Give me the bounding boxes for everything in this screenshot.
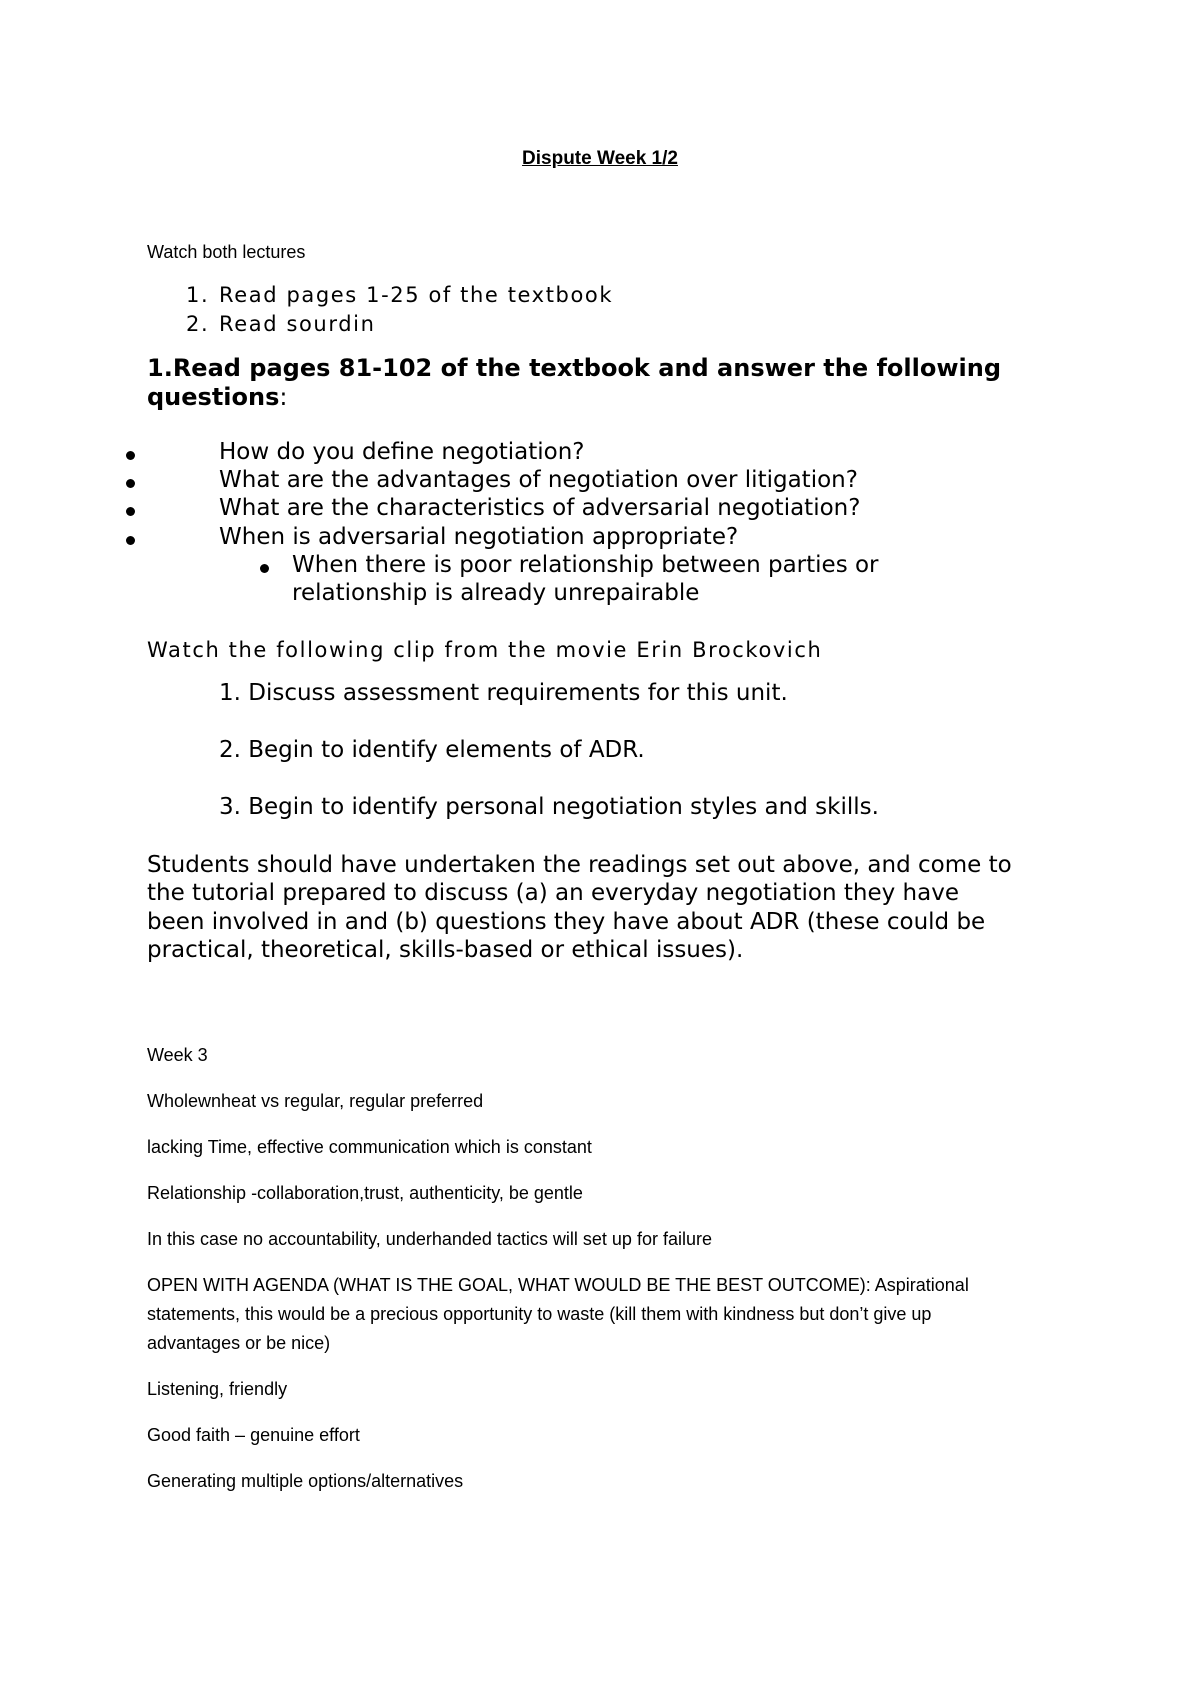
students-paragraph-line: practical, theoretical, skills-based or ethical issues). — [147, 937, 744, 963]
week3-note: Listening, friendly — [147, 1379, 288, 1399]
clip-heading: Watch the following clip from the movie Erin Brockovich — [147, 638, 823, 662]
question-heading-colon: : — [279, 383, 288, 411]
agenda-line: advantages or be nice) — [147, 1333, 331, 1353]
week3-heading: Week 3 — [147, 1045, 208, 1065]
reading-item: Read sourdin — [219, 312, 376, 336]
agenda-line: OPEN WITH AGENDA (WHAT IS THE GOAL, WHAT WOULD BE THE BEST OUTCOME): Aspirational — [147, 1275, 969, 1295]
question-item: When is adversarial negotiation appropriate? — [219, 524, 739, 550]
intro-text: Watch both lectures — [147, 242, 306, 262]
question-item: What are the characteristics of adversarial negotiation? — [219, 495, 861, 521]
question-heading-line1: 1.Read pages 81-102 of the textbook and answer the following — [147, 354, 1001, 382]
week3-note: In this case no accountability, underhanded tactics will set up for failure — [147, 1229, 712, 1249]
students-paragraph-line: Students should have undertaken the readings set out above, and come to — [147, 852, 1012, 878]
week3-note: Relationship -collaboration,trust, authenticity, be gentle — [147, 1183, 583, 1203]
reading-item-number: 2. — [186, 312, 210, 336]
week3-note: Generating multiple options/alternatives — [147, 1471, 464, 1491]
agenda-line: statements, this would be a precious opportunity to waste (kill them with kindness but don’t give up — [147, 1304, 932, 1324]
week3-note: lacking Time, effective communication which is constant — [147, 1137, 592, 1157]
question-item: What are the advantages of negotiation over litigation? — [219, 467, 858, 493]
week3-note: Wholewnheat vs regular, regular preferred — [147, 1091, 484, 1111]
task-item: 1. Discuss assessment requirements for this unit. — [219, 680, 788, 706]
task-item: 2. Begin to identify elements of ADR. — [219, 737, 645, 763]
bullet-icon — [126, 479, 135, 488]
students-paragraph-line: been involved in and (b) questions they have about ADR (these could be — [147, 909, 986, 935]
reading-item-number: 1. — [186, 283, 210, 307]
question-heading-line2 — [147, 383, 287, 411]
bullet-icon — [126, 451, 135, 460]
page-title: Dispute Week 1/2 — [522, 148, 678, 169]
bullet-icon — [126, 536, 135, 545]
sub-bullet-icon — [260, 564, 269, 573]
question-item: How do you define negotiation? — [219, 439, 585, 465]
sub-answer-line1: When there is poor relationship between parties or — [292, 552, 879, 578]
task-item: 3. Begin to identify personal negotiation styles and skills. — [219, 794, 879, 820]
week3-note: Good faith – genuine effort — [147, 1425, 360, 1445]
bullet-icon — [126, 507, 135, 516]
reading-item: Read pages 1-25 of the textbook — [219, 283, 614, 307]
sub-answer-line2: relationship is already unrepairable — [292, 580, 700, 606]
students-paragraph-line: the tutorial prepared to discuss (a) an everyday negotiation they have — [147, 880, 959, 906]
question-heading-bold: questions — [147, 383, 280, 411]
